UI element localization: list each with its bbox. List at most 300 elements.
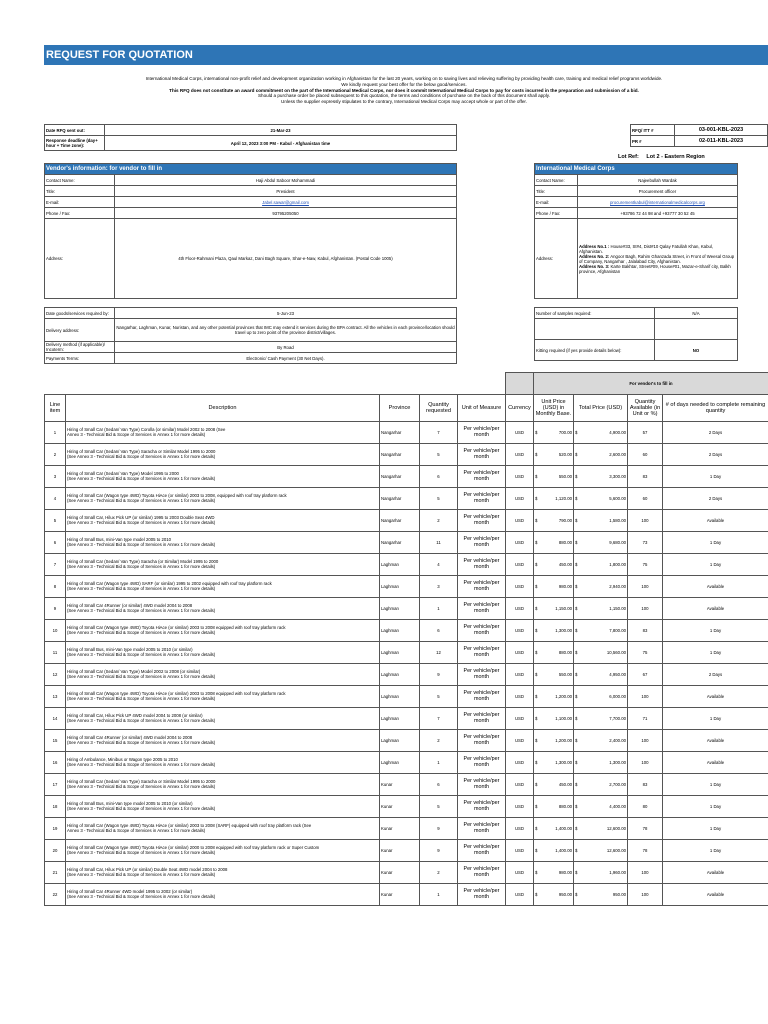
item-days-needed[interactable]: 1 Day — [663, 465, 768, 487]
item-total-price[interactable] — [574, 575, 628, 597]
item-unit: Per vehicle/per month — [458, 663, 506, 685]
imc-address-1-value: House#33, St#4, Dist#10 Qalay Fatullah Khan, Kabul, Afghanistan. — [579, 243, 714, 254]
item-description — [66, 883, 380, 905]
item-total-price[interactable] — [574, 751, 628, 773]
imc-info-table — [534, 163, 738, 299]
item-province: Laghman — [380, 553, 420, 575]
item-days-needed[interactable]: Available — [663, 751, 768, 773]
imc-address-2-value: Angoor Bagh, Rahim Ghanzada Street, in Front of Weesal Group of Company, Nangarhar , Jalalabad City, Afghanistan. — [579, 253, 735, 264]
item-unit: Per vehicle/per month — [458, 817, 506, 839]
item-qty-available[interactable]: 75 — [628, 553, 663, 575]
item-unit-price[interactable] — [534, 883, 574, 905]
vendor-address-label: Address: — [45, 219, 115, 299]
item-currency: USD — [506, 575, 534, 597]
dollar-sign: $ — [575, 781, 578, 787]
item-qty-available[interactable]: 78 — [628, 839, 663, 861]
item-description — [66, 465, 380, 487]
item-total-price[interactable] — [574, 641, 628, 663]
item-currency: USD — [506, 861, 534, 883]
item-description-line-2: (See Annex 3 - Technical Bid & Scope of Services in Annex 1 for more details) — [67, 872, 216, 877]
item-total-price[interactable] — [574, 619, 628, 641]
required-date-label: Date goods/services required by: — [45, 308, 115, 319]
intro-line-5: Unless the supplier expressly stipulates to the contrary, International Medical Corps may accept whole or part of the offer. — [281, 99, 527, 105]
dollar-sign: $ — [575, 869, 578, 875]
rfq-deadline-label: Response deadline (day+ hour + Time zone): — [45, 136, 105, 151]
total-price-value: 6,000.00 — [609, 693, 626, 699]
unit-price-value: 550.00 — [558, 473, 572, 479]
item-currency: USD — [506, 509, 534, 531]
imc-address-2-label: Address No. 2: — [579, 253, 610, 259]
line-item-number: 5 — [45, 509, 66, 531]
line-item-number: 20 — [45, 839, 66, 861]
dollar-sign: $ — [535, 803, 538, 809]
unit-price-value: 880.00 — [558, 649, 572, 655]
item-description-line-1: Hiring of Small Car 4Runner 4WD model 1995 to 2002 (or similar) — [67, 889, 193, 894]
dollar-sign: $ — [535, 825, 538, 831]
delivery-method-value: By Road — [115, 342, 457, 353]
item-description-line-1: Hiring of Small Car (Wagon type 4WD) Toyota HiAce (or similar) 2003 to 2008 (SARF) equipped with roof tray platform rack (See — [67, 823, 312, 828]
item-unit-price[interactable] — [534, 619, 574, 641]
item-days-needed[interactable]: Available — [663, 597, 768, 619]
item-unit-price[interactable] — [534, 685, 574, 707]
item-currency: USD — [506, 597, 534, 619]
item-currency: USD — [506, 465, 534, 487]
item-total-price[interactable] — [574, 729, 628, 751]
item-qty-available[interactable]: 60 — [628, 443, 663, 465]
item-days-needed[interactable]: Available — [663, 509, 768, 531]
line-item-number: 12 — [45, 663, 66, 685]
item-unit-price[interactable] — [534, 575, 574, 597]
total-price-value: 1,800.00 — [609, 561, 626, 567]
unit-price-value: 550.00 — [558, 671, 572, 677]
item-description-line-1: Hiring of Small Car, Hilux Pick UP (or similar) Double Seat 4WD model 2004 to 2008 — [67, 867, 228, 872]
dollar-sign: $ — [535, 451, 538, 457]
item-unit: Per vehicle/per month — [458, 861, 506, 883]
unit-price-value: 1,200.00 — [555, 737, 572, 743]
line-item-number: 1 — [45, 421, 66, 443]
item-description-line-1: Hiring of Small Car (Sedan/ Van Type) Model 2002 to 2008 (or similar) — [67, 669, 201, 674]
item-days-needed[interactable]: 1 Day — [663, 531, 768, 553]
item-description — [66, 641, 380, 663]
item-currency: USD — [506, 795, 534, 817]
imc-address-value — [578, 219, 738, 299]
imc-phone-label: Phone / Fax: — [535, 208, 578, 219]
item-province: Kunar — [380, 795, 420, 817]
line-item-number: 4 — [45, 487, 66, 509]
table-row — [45, 509, 768, 531]
item-description-line-1: Hiring of Small Car (Wagon type 4WD) Toyota HiAce (or similar) 2000 to 2008 equipped with roof tray platform rack or Super Custom — [67, 845, 320, 850]
item-days-needed[interactable]: Available — [663, 685, 768, 707]
dollar-sign: $ — [575, 451, 578, 457]
item-days-needed[interactable]: 1 Day — [663, 641, 768, 663]
item-unit: Per vehicle/per month — [458, 883, 506, 905]
item-province: Laghman — [380, 707, 420, 729]
line-item-number: 19 — [45, 817, 66, 839]
item-quantity: 1 — [420, 751, 458, 773]
item-days-needed[interactable]: 2 Days — [663, 663, 768, 685]
unit-price-value: 1,200.00 — [555, 693, 572, 699]
item-unit-price[interactable] — [534, 531, 574, 553]
table-row — [45, 531, 768, 553]
item-province: Laghman — [380, 641, 420, 663]
imc-title-value: Procurement officer — [578, 186, 738, 197]
item-unit-price[interactable] — [534, 839, 574, 861]
item-description-line-2: Annex 3 - Technical Bid & Scope of Services in Annex 1 for more details) — [67, 432, 206, 437]
table-row — [45, 663, 768, 685]
intro-line-1: International Medical Corps, international non-profit relief and development organization working in Afghanistan for the last 20 years, working on to saving lives and relieving suffering by providing health care, training and medical relief programs worldwide. — [145, 76, 663, 81]
item-description-line-1: Hiring of Small Car (Sedan/ Van Type) Saracha (or Similar) Model 1995 to 2000 — [67, 559, 219, 564]
total-price-value: 12,600.00 — [606, 847, 626, 853]
vendor-title-label: Title: — [45, 186, 115, 197]
item-unit: Per vehicle/per month — [458, 685, 506, 707]
item-days-needed[interactable]: Available — [663, 883, 768, 905]
item-days-needed[interactable]: 1 Day — [663, 553, 768, 575]
total-price-value: 2,940.00 — [609, 583, 626, 589]
item-qty-available[interactable]: 71 — [628, 707, 663, 729]
item-description — [66, 421, 380, 443]
unit-price-value: 1,120.00 — [555, 495, 572, 501]
line-item-number: 21 — [45, 861, 66, 883]
item-qty-available[interactable]: 100 — [628, 751, 663, 773]
table-row — [45, 487, 768, 509]
item-total-price[interactable] — [574, 443, 628, 465]
item-qty-available[interactable]: 100 — [628, 575, 663, 597]
item-unit-price[interactable] — [534, 817, 574, 839]
item-unit-price[interactable] — [534, 707, 574, 729]
item-total-price[interactable] — [574, 663, 628, 685]
item-description — [66, 597, 380, 619]
item-province: Nangarhar — [380, 421, 420, 443]
delivery-method-label: Delivery method (if applicable)/ Incoterm: — [45, 342, 115, 353]
dollar-sign: $ — [575, 429, 578, 435]
payment-terms-label: Payments Terms: — [45, 353, 115, 364]
item-currency: USD — [506, 817, 534, 839]
dollar-sign: $ — [575, 759, 578, 765]
item-quantity: 3 — [420, 575, 458, 597]
intro-text — [44, 76, 764, 105]
item-qty-available[interactable]: 100 — [628, 685, 663, 707]
item-unit-price[interactable] — [534, 641, 574, 663]
item-description-line-1: Hiring of Small Car (Sedan/ Van Type) Corolla (or similar) Model 2002 to 2008 (See — [67, 427, 226, 432]
vendor-phone-value[interactable]: 93795205050 — [115, 208, 457, 219]
item-unit-price[interactable] — [534, 729, 574, 751]
unit-price-value: 1,300.00 — [555, 627, 572, 633]
items-table — [44, 372, 768, 906]
item-description-line-2: (See Annex 3 - Technical Bid & Scope of Services in Annex 1 for more details) — [67, 542, 216, 547]
item-unit: Per vehicle/per month — [458, 641, 506, 663]
unit-price-value: 790.00 — [558, 517, 572, 523]
item-unit-price[interactable] — [534, 861, 574, 883]
item-total-price[interactable] — [574, 509, 628, 531]
item-qty-available[interactable]: 100 — [628, 729, 663, 751]
total-price-value: 7,800.00 — [609, 627, 626, 633]
item-quantity: 9 — [420, 839, 458, 861]
lot-value: Lot 2 - Eastern Region — [646, 154, 705, 160]
item-qty-available[interactable]: 100 — [628, 861, 663, 883]
unit-price-value: 1,100.00 — [555, 715, 572, 721]
item-qty-available[interactable]: 83 — [628, 773, 663, 795]
item-currency: USD — [506, 663, 534, 685]
unit-price-value: 450.00 — [558, 781, 572, 787]
item-description — [66, 773, 380, 795]
vendor-fill-header: For vendor's to fill in — [534, 373, 768, 395]
line-item-number: 9 — [45, 597, 66, 619]
dollar-sign: $ — [535, 517, 538, 523]
item-description-line-2: (See Annex 3 - Technical Bid & Scope of Services in Annex 1 for more details) — [67, 696, 216, 701]
item-quantity: 2 — [420, 509, 458, 531]
required-date-value: 5-Jun-23 — [115, 308, 457, 319]
item-quantity: 11 — [420, 531, 458, 553]
item-unit-price[interactable] — [534, 487, 574, 509]
item-total-price[interactable] — [574, 795, 628, 817]
total-price-value: 4,900.00 — [609, 429, 626, 435]
imc-info-header: International Medical Corps — [535, 164, 738, 175]
item-province: Laghman — [380, 751, 420, 773]
table-row — [45, 597, 768, 619]
total-price-value: 4,950.00 — [609, 671, 626, 677]
item-qty-available[interactable]: 100 — [628, 883, 663, 905]
item-description — [66, 553, 380, 575]
dollar-sign: $ — [535, 627, 538, 633]
item-province: Kunar — [380, 773, 420, 795]
item-description — [66, 663, 380, 685]
item-description-line-2: (See Annex 3 - Technical Bid & Scope of Services in Annex 1 for more details) — [67, 476, 216, 481]
item-days-needed[interactable]: 1 Day — [663, 795, 768, 817]
item-total-price[interactable] — [574, 597, 628, 619]
vendor-address-value[interactable]: 4th Floor-Rahmani Plaza, Qaul Markaz, Dani Bagh Square, Shar-e-Naw, Kabul, Afghanistan. (Postal Code 1005) — [115, 219, 457, 299]
item-unit-price[interactable] — [534, 773, 574, 795]
intro-line-2: We kindly request your best offer for the below good/services. — [341, 81, 467, 87]
table-row — [45, 861, 768, 883]
item-qty-available[interactable]: 60 — [628, 487, 663, 509]
item-description — [66, 707, 380, 729]
item-days-needed[interactable]: 1 Day — [663, 773, 768, 795]
item-quantity: 5 — [420, 795, 458, 817]
dollar-sign: $ — [535, 693, 538, 699]
dollar-sign: $ — [575, 847, 578, 853]
item-description-line-1: Hiring of Small Car (Sedan/ Van Type) Saracha or Similar Model 1995 to 2000 — [67, 449, 216, 454]
rfq-number-table — [630, 124, 768, 147]
item-description-line-2: (See Annex 3 - Technical Bid & Scope of Services in Annex 1 for more details) — [67, 806, 216, 811]
item-unit: Per vehicle/per month — [458, 443, 506, 465]
item-total-price[interactable] — [574, 883, 628, 905]
item-quantity: 9 — [420, 817, 458, 839]
item-description-line-1: Hiring of Small Car (Wagon type 4WD) Toyota HiAce (or similar) 2003 to 2008 equipped with roof tray platform rack — [67, 691, 286, 696]
item-total-price[interactable] — [574, 861, 628, 883]
table-row — [45, 751, 768, 773]
requirements-table — [44, 307, 457, 364]
item-days-needed[interactable]: Available — [663, 729, 768, 751]
item-description — [66, 619, 380, 641]
item-total-price[interactable] — [574, 685, 628, 707]
item-description — [66, 443, 380, 465]
item-description-line-2: (See Annex 3 - Technical Bid & Scope of Services in Annex 1 for more details) — [67, 498, 216, 503]
item-province: Laghman — [380, 575, 420, 597]
item-description — [66, 729, 380, 751]
item-unit: Per vehicle/per month — [458, 839, 506, 861]
item-qty-available[interactable]: 100 — [628, 597, 663, 619]
vendor-contact-value[interactable]: Haji Abdul Saboor Mohammadi — [115, 175, 457, 186]
item-description — [66, 839, 380, 861]
item-quantity: 7 — [420, 421, 458, 443]
item-days-needed[interactable]: 2 Days — [663, 421, 768, 443]
item-qty-available[interactable]: 80 — [628, 795, 663, 817]
payment-terms-value: Electronic/ Cash Payment (30 Net Days). — [115, 353, 457, 364]
lot-reference — [618, 154, 705, 160]
dollar-sign: $ — [575, 473, 578, 479]
item-unit-price[interactable] — [534, 663, 574, 685]
item-province: Kunar — [380, 817, 420, 839]
rfq-number-label: RFQ/ ITT # — [631, 125, 675, 136]
item-province: Laghman — [380, 619, 420, 641]
col-line-item: Line item — [45, 394, 66, 421]
item-total-price[interactable] — [574, 839, 628, 861]
table-row — [45, 817, 768, 839]
line-item-number: 10 — [45, 619, 66, 641]
item-province: Nangarhar — [380, 531, 420, 553]
imc-contact-label: Contact Name: — [535, 175, 578, 186]
item-total-price[interactable] — [574, 421, 628, 443]
kitting-value: NO — [655, 340, 738, 361]
rfq-number-value: 03-001-KBL-2023 — [675, 125, 768, 136]
table-row — [45, 685, 768, 707]
item-unit-price[interactable] — [534, 751, 574, 773]
item-qty-available[interactable]: 67 — [628, 663, 663, 685]
item-total-price[interactable] — [574, 817, 628, 839]
item-description-line-1: Hiring of Small Car 4Runner (or similar) 4WD model 2004 to 2008 — [67, 735, 193, 740]
rfq-sent-label: Date RFQ sent out: — [45, 125, 105, 136]
item-qty-available[interactable]: 75 — [628, 641, 663, 663]
page-title: REQUEST FOR QUOTATION — [44, 45, 768, 65]
item-total-price[interactable] — [574, 487, 628, 509]
dollar-sign: $ — [575, 737, 578, 743]
item-description-line-2: (See Annex 3 - Technical Bid & Scope of Services in Annex 1 for more details) — [67, 762, 216, 767]
item-unit-price[interactable] — [534, 465, 574, 487]
line-item-number: 17 — [45, 773, 66, 795]
unit-price-value: 1,400.00 — [555, 825, 572, 831]
item-qty-available[interactable]: 100 — [628, 509, 663, 531]
item-currency: USD — [506, 487, 534, 509]
vendor-email-label: E-mail: — [45, 197, 115, 208]
item-days-needed[interactable]: Available — [663, 575, 768, 597]
item-days-needed[interactable]: 2 Days — [663, 443, 768, 465]
item-days-needed[interactable]: 1 Day — [663, 619, 768, 641]
item-unit-price[interactable] — [534, 553, 574, 575]
table-row — [45, 575, 768, 597]
item-quantity: 1 — [420, 883, 458, 905]
dollar-sign: $ — [575, 671, 578, 677]
item-unit-price[interactable] — [534, 795, 574, 817]
item-qty-available[interactable]: 57 — [628, 421, 663, 443]
line-item-number: 14 — [45, 707, 66, 729]
item-total-price[interactable] — [574, 773, 628, 795]
item-description — [66, 795, 380, 817]
item-unit: Per vehicle/per month — [458, 575, 506, 597]
table-row — [45, 619, 768, 641]
col-description: Description — [66, 394, 380, 421]
item-quantity: 2 — [420, 861, 458, 883]
item-province: Nangarhar — [380, 465, 420, 487]
item-description — [66, 575, 380, 597]
delivery-address-value: Nangarhar, Laghman, Kunar, Nuristan, and any other potential provinces that IMC may extend it services during the BPA contract. All the vehicles in each province/location should travel up to zero point of the province district/villages. — [115, 319, 457, 342]
item-currency: USD — [506, 531, 534, 553]
col-qty-available: Quantity Available (in Unit or %) — [628, 394, 663, 421]
unit-price-value: 700.00 — [558, 429, 572, 435]
item-total-price[interactable] — [574, 553, 628, 575]
dollar-sign: $ — [535, 605, 538, 611]
table-row — [45, 443, 768, 465]
item-province: Nangarhar — [380, 509, 420, 531]
item-unit-price[interactable] — [534, 443, 574, 465]
item-description-line-2: (See Annex 3 - Technical Bid & Scope of Services in Annex 1 for more details) — [67, 784, 216, 789]
item-description-line-2: (See Annex 3 - Technical Bid & Scope of Services in Annex 1 for more details) — [67, 520, 216, 525]
item-total-price[interactable] — [574, 465, 628, 487]
vendor-phone-label: Phone / Fax: — [45, 208, 115, 219]
item-days-needed[interactable]: 2 Days — [663, 487, 768, 509]
total-price-value: 1,960.00 — [609, 869, 626, 875]
item-days-needed[interactable]: 1 Day — [663, 707, 768, 729]
table-row — [45, 421, 768, 443]
total-price-value: 1,150.00 — [609, 605, 626, 611]
item-province: Nangarhar — [380, 443, 420, 465]
table-row — [45, 553, 768, 575]
item-qty-available[interactable]: 83 — [628, 465, 663, 487]
unit-price-value: 950.00 — [558, 891, 572, 897]
item-quantity: 7 — [420, 707, 458, 729]
dollar-sign: $ — [535, 429, 538, 435]
item-quantity: 12 — [420, 641, 458, 663]
item-qty-available[interactable]: 78 — [628, 817, 663, 839]
item-currency: USD — [506, 619, 534, 641]
unit-price-value: 1,150.00 — [555, 605, 572, 611]
item-unit-price[interactable] — [534, 421, 574, 443]
unit-price-value: 880.00 — [558, 803, 572, 809]
item-description-line-1: Hiring of Small Car, Hilux Pick UP (or similar) 1995 to 2003 Double Seat 4WD — [67, 515, 215, 520]
item-quantity: 4 — [420, 553, 458, 575]
dollar-sign: $ — [535, 583, 538, 589]
line-item-number: 6 — [45, 531, 66, 553]
col-unit: Unit of Measure — [458, 394, 506, 421]
vendor-title-value[interactable]: President — [115, 186, 457, 197]
vendor-info-header: Vendor's information: for vendor to fill in — [45, 164, 457, 175]
intro-line-3: This RFQ does not constitute an award commitment on the part of the International Medical Corps, nor does it commit International Medical Corps to pay for costs incurred in the preparation and submission of a bid. — [169, 87, 639, 93]
total-price-value: 1,300.00 — [609, 759, 626, 765]
dollar-sign: $ — [575, 715, 578, 721]
item-unit-price[interactable] — [534, 509, 574, 531]
item-description-line-1: Hiring of Small Car, Hilux Pick UP 4WD model 2004 to 2008 (or similar) — [67, 713, 203, 718]
item-total-price[interactable] — [574, 707, 628, 729]
table-row — [45, 839, 768, 861]
total-price-value: 1,580.00 — [609, 517, 626, 523]
item-days-needed[interactable]: Available — [663, 861, 768, 883]
item-currency: USD — [506, 553, 534, 575]
total-price-value: 10,560.00 — [606, 649, 626, 655]
item-currency: USD — [506, 729, 534, 751]
vendor-email-link[interactable]: Jabel.sawar@gmail.com — [262, 199, 309, 205]
col-days: # of days needed to complete remaining quantity — [663, 394, 768, 421]
item-qty-available[interactable]: 83 — [628, 619, 663, 641]
item-days-needed[interactable]: 1 Day — [663, 817, 768, 839]
item-qty-available[interactable]: 73 — [628, 531, 663, 553]
line-item-number: 3 — [45, 465, 66, 487]
item-total-price[interactable] — [574, 531, 628, 553]
item-days-needed[interactable]: 1 Day — [663, 839, 768, 861]
imc-email-link[interactable]: procurementkabul@internationalmedicalcorps.org — [610, 199, 705, 205]
item-currency: USD — [506, 883, 534, 905]
dollar-sign: $ — [535, 671, 538, 677]
item-unit-price[interactable] — [534, 597, 574, 619]
imc-address-label: Address: — [535, 219, 578, 299]
